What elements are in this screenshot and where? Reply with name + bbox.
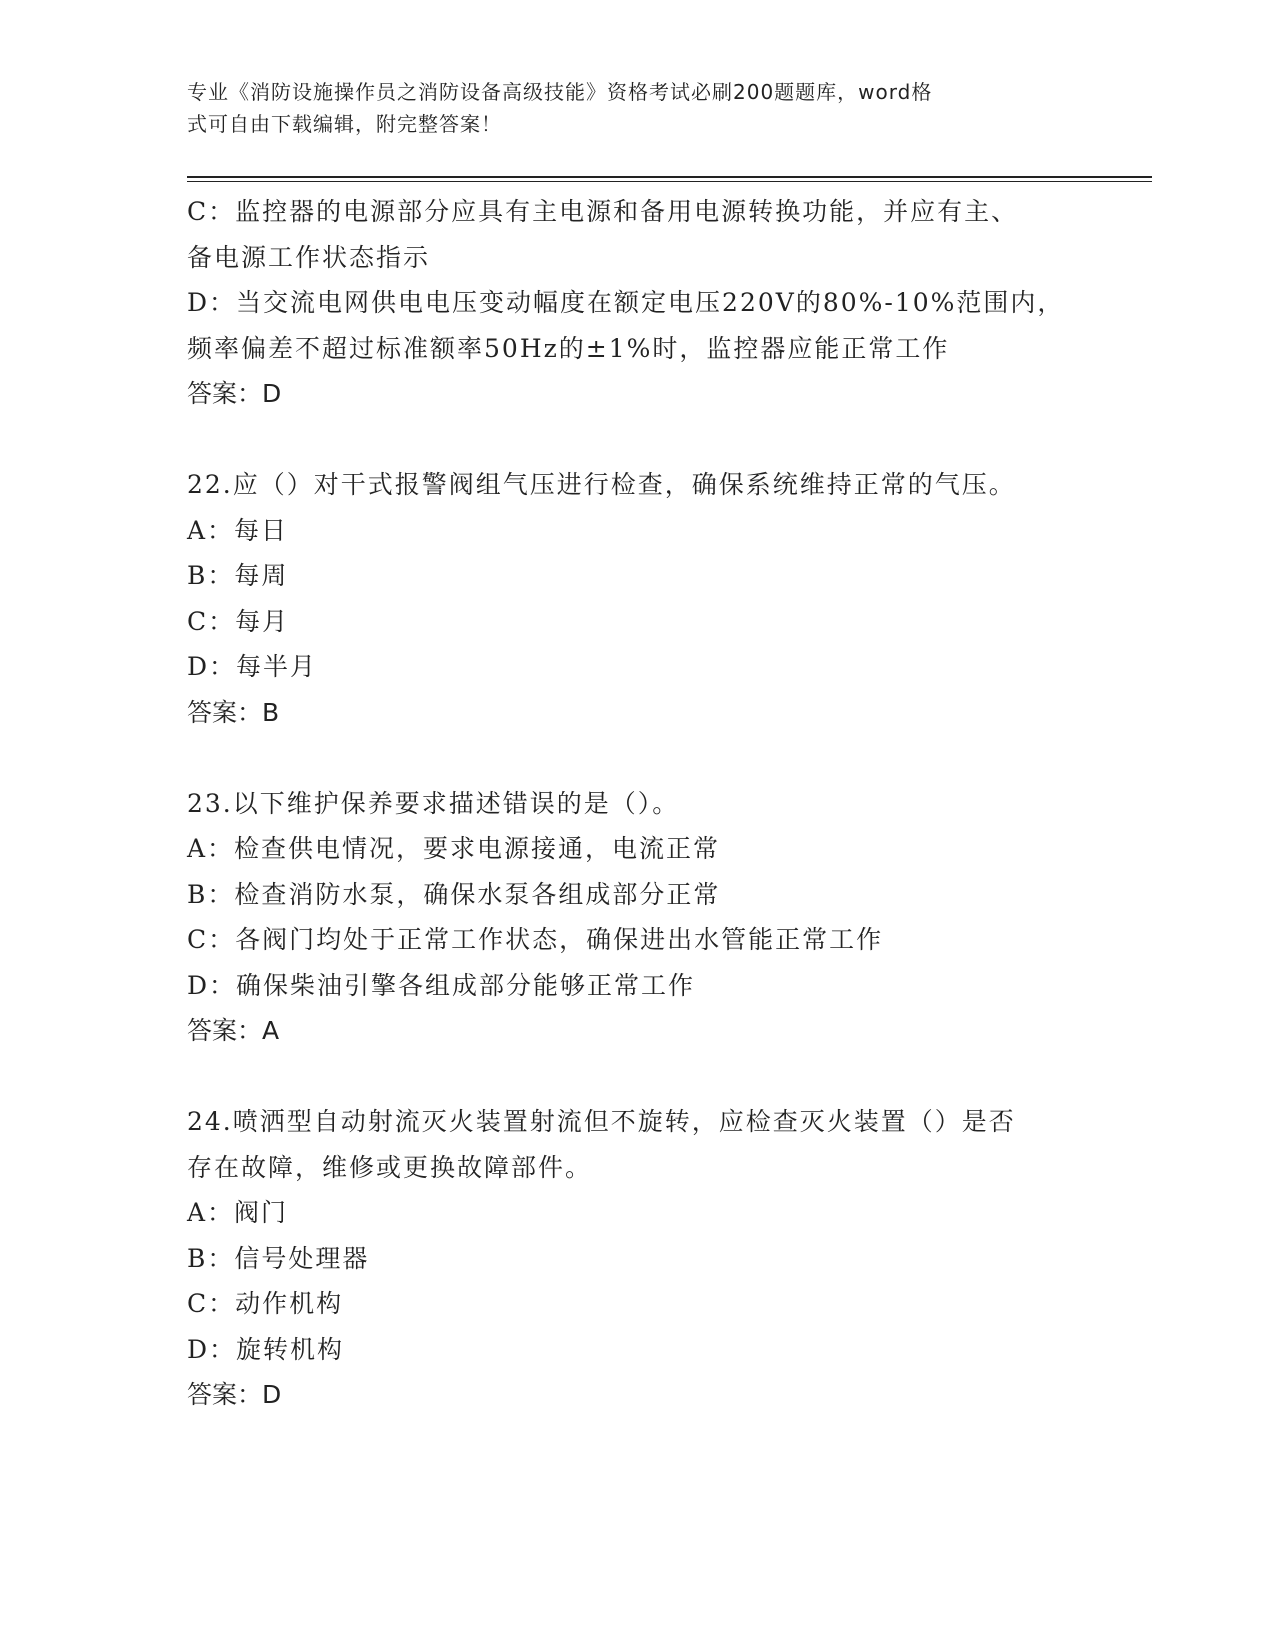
question-stem-line-1: 24.喷洒型自动射流灭火装置射流但不旋转，应检查灭火装置（）是否 <box>187 1107 1016 1136</box>
answer-line: 答案：B <box>187 697 280 727</box>
spacer <box>187 1054 1087 1100</box>
answer-line: 答案：A <box>187 1016 280 1045</box>
option-b: B：每周 <box>187 561 289 590</box>
question-stem: 23.以下维护保养要求描述错误的是（）。 <box>187 788 680 818</box>
header-divider-thick <box>187 176 1152 178</box>
option-c: C：各阀门均处于正常工作状态，确保进出水管能正常工作 <box>187 925 884 954</box>
option-a: A：阀门 <box>187 1198 289 1227</box>
question-stem-line-2: 存在故障，维修或更换故障部件。 <box>187 1152 593 1182</box>
option-d: D：确保柴油引擎各组成部分能够正常工作 <box>187 970 696 1000</box>
option-a: A：每日 <box>187 515 289 545</box>
answer-line: 答案：D <box>187 379 282 408</box>
question-stem: 22.应（）对干式报警阀组气压进行检查，确保系统维持正常的气压。 <box>187 470 1016 499</box>
header-divider-thin <box>187 181 1152 182</box>
option-c-line-2: 备电源工作状态指示 <box>187 242 431 272</box>
option-b: B：信号处理器 <box>187 1243 370 1273</box>
option-b: B：检查消防水泵，确保水泵各组成部分正常 <box>187 879 721 909</box>
document-body <box>187 189 1087 1418</box>
header-line-2: 式可自由下载编辑，附完整答案！ <box>187 112 502 136</box>
question-22 <box>187 462 1087 735</box>
page-header <box>187 76 1067 140</box>
option-d: D：每半月 <box>187 652 318 681</box>
question-24 <box>187 1099 1087 1418</box>
option-c: C：每月 <box>187 606 290 636</box>
question-21-continued <box>187 189 1087 417</box>
option-c: C：动作机构 <box>187 1289 344 1318</box>
spacer <box>187 417 1087 463</box>
option-d-line-1: D：当交流电网供电电压变动幅度在额定电压220V的80%-10%范围内， <box>187 288 1065 317</box>
header-line-1: 专业《消防设施操作员之消防设备高级技能》资格考试必刷200题题库，word格 <box>187 80 933 104</box>
spacer <box>187 735 1087 781</box>
question-23 <box>187 781 1087 1054</box>
option-d-line-2: 频率偏差不超过标准额率50Hz的±1%时，监控器应能正常工作 <box>187 333 950 363</box>
option-d: D：旋转机构 <box>187 1334 345 1364</box>
option-a: A：检查供电情况，要求电源接通，电流正常 <box>187 834 721 863</box>
answer-line: 答案：D <box>187 1380 282 1409</box>
option-c-line-1: C：监控器的电源部分应具有主电源和备用电源转换功能，并应有主、 <box>187 197 1019 226</box>
